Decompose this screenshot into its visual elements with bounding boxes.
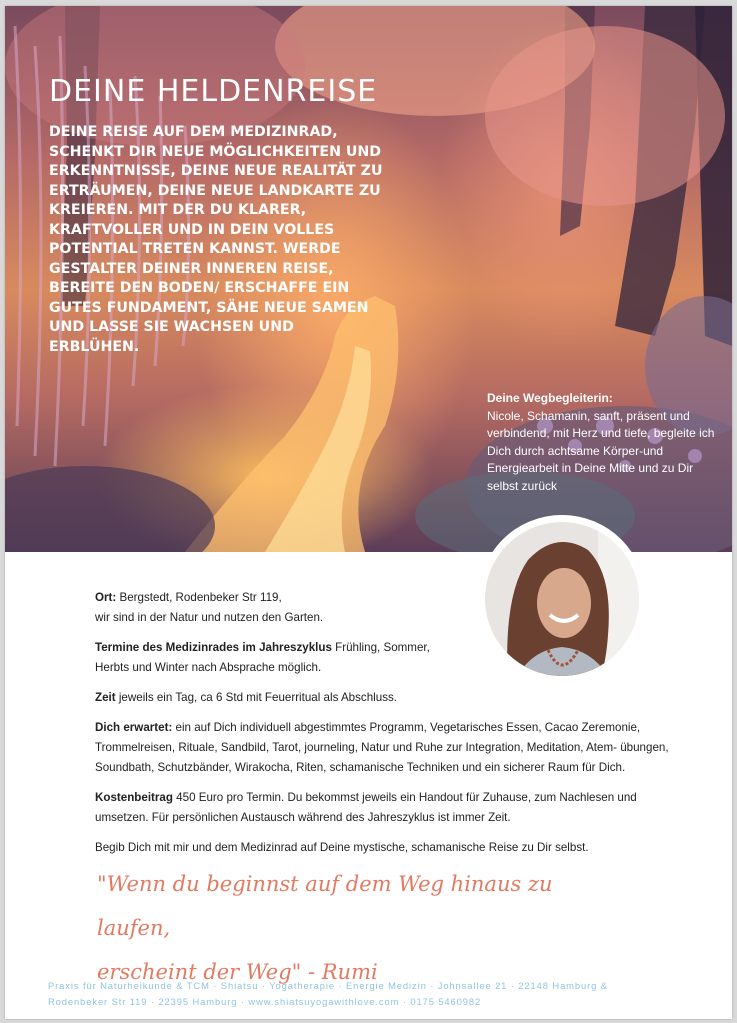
time-label: Zeit [95,691,116,704]
hero-banner [5,6,732,552]
flyer-page [5,6,732,1019]
location-label: Ort: [95,591,117,604]
footer-line-1: Praxis für Naturheikunde & TCM · Shiatsu · Yogatherapie · Energie Medizin · Johnsallee 21 · 22148 Hamburg & [48,980,608,991]
page-title: DEINE HELDENREISE [49,74,378,109]
location-text-2: wir sind in der Natur und nutzen den Garten. [95,611,324,624]
cost-label: Kostenbeitrag [95,791,173,804]
program-text: ein auf Dich individuell abgestimmtes Programm, Vegetarisches Essen, Cacao Zeremonie, Trommelreisen, Rituale, Sandbild, Tarot, journeling, Natur und Ruhe zur Integration, Meditation, Atem- übungen, Soundbath, Schutzbänder, Wirakocha, Riten, schamanische Techniken und ein sicherer Raum für Dich. [95,721,669,774]
detail-cost [95,788,685,828]
time-text: jeweils ein Tag, ca 6 Std mit Feuerritual als Abschluss. [115,691,398,704]
dates-text: Frühling, Sommer, [331,641,430,654]
quote-line-2: erscheint der Weg" - Rumi [97,960,378,984]
closing-text: Begib Dich mit mir und dem Medizinrad auf Deine mystische, schamanische Reise zu Dir selbst. [95,841,589,854]
guide-text: Nicole, Schamanin, sanft, präsent und verbindend, mit Herz und tiefe, begleite ich Dich durch achtsame Körper-und Energiearbeit in Deine Mitte und zu Dir selbst zurück [487,408,715,493]
footer-contact [48,978,688,1010]
detail-program [95,718,685,778]
dates-text-2: Herbts und Winter nach Absprache möglich. [95,661,322,674]
detail-time [95,688,685,708]
event-details [95,588,685,868]
hero-intro-text: DEINE REISE AUF DEM MEDIZINRAD, SCHENKT DIR NEUE MÖGLICHKEITEN UND ERKENNTNISSE, DEINE NEUE REALITÄT ZU ERTRÄUMEN, DEINE NEUE LANDKARTE ZU KREIEREN. MIT DER DU KLARER, KRAFTVOLLER UND IN DEIN VOLLES POTENTIAL TRETEN KANNST. WERDE GESTALTER DEINER INNEREN REISE, BEREITE DEN BODEN/ ERSCHAFFE EIN GUTES FUNDAMENT, SÄHE NEUE SAMEN UND LASSE SIE WACHSEN UND ERBLÜHEN. [49,124,383,355]
detail-location [95,588,685,628]
detail-dates [95,638,685,678]
guide-caption [487,390,719,495]
dates-label: Termine des Medizinrades im Jahreszyklus [95,641,332,654]
location-text: Bergstedt, Rodenbeker Str 119, [116,591,282,604]
program-label: Dich erwartet: [95,721,173,734]
cost-text: 450 Euro pro Termin. Du bekommst jeweils ein Handout für Zuhause, zum Nachlesen und umsetzen. Für persönlichen Austausch während des Jahreszyklus ist immer Zeit. [95,791,637,824]
guide-heading: Deine Wegbegleiterin: [487,391,613,405]
footer-line-2: Rodenbeker Str 119 · 22395 Hamburg · www.shiatsuyogawithlove.com · 0175 5460982 [48,996,482,1007]
quote-line-1: "Wenn du beginnst auf dem Weg hinaus zu laufen, [97,872,553,940]
rumi-quote [97,862,577,994]
